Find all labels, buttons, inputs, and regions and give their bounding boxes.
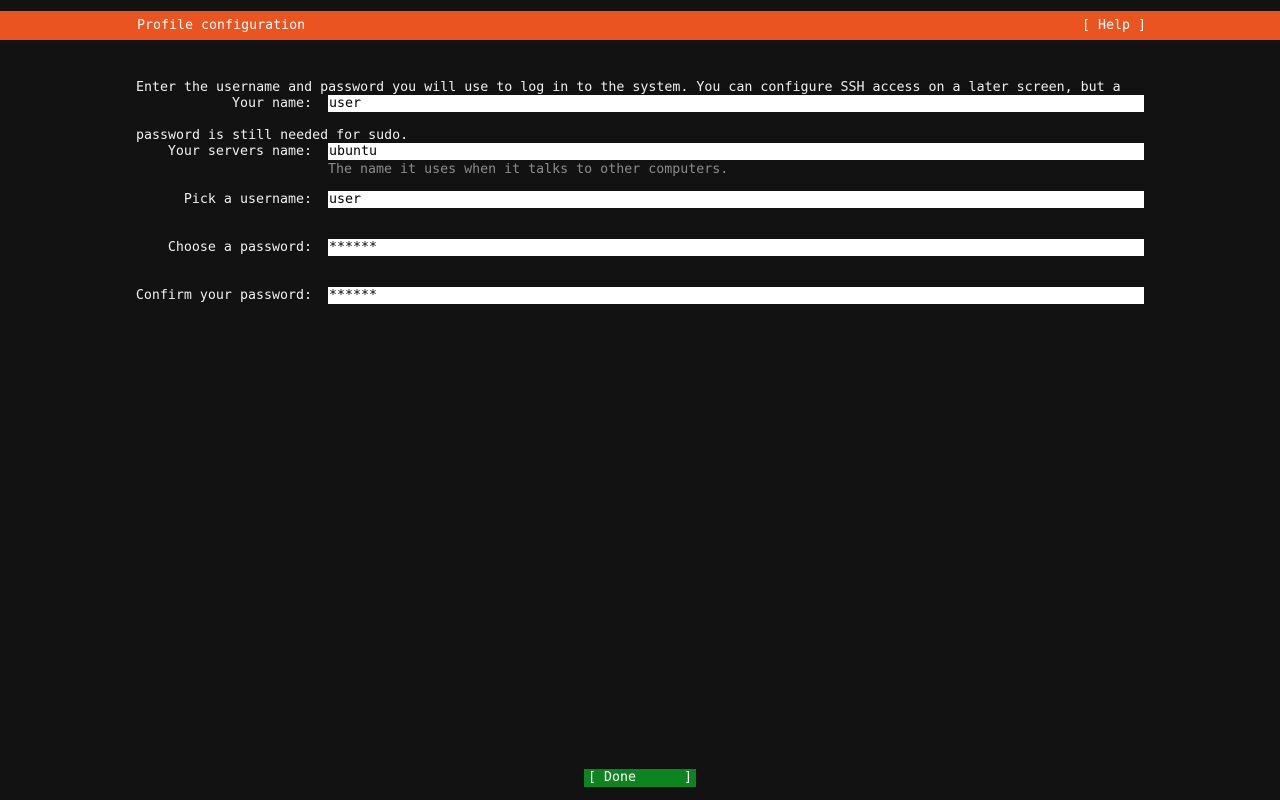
confirm-password-field[interactable] xyxy=(328,287,1144,304)
form-row-name xyxy=(0,95,1280,112)
confirm-password-label: Confirm your password: xyxy=(135,288,312,303)
done-button-label: [ Done xyxy=(588,770,637,785)
done-button-bracket: ] xyxy=(683,770,692,785)
form-row-hostname xyxy=(0,143,1280,160)
help-button[interactable]: [ Help ] xyxy=(1081,18,1146,33)
username-label: Pick a username: xyxy=(183,192,312,207)
name-field[interactable] xyxy=(328,95,1144,112)
hostname-field[interactable] xyxy=(328,143,1144,160)
intro-line-1: Enter the username and password you will use to log in to the system. You can configure SSH access on a later screen, but a xyxy=(136,80,1121,95)
done-button[interactable] xyxy=(584,769,696,787)
username-field[interactable] xyxy=(328,191,1144,208)
form-row-password xyxy=(0,239,1280,256)
password-field[interactable] xyxy=(328,239,1144,256)
name-label: Your name: xyxy=(231,96,312,111)
page-title: Profile configuration xyxy=(137,18,306,33)
intro-line-2: password is still needed for sudo. xyxy=(136,128,409,143)
hostname-label: Your servers name: xyxy=(167,144,312,159)
header-bar xyxy=(0,11,1280,40)
password-label: Choose a password: xyxy=(167,240,312,255)
form-row-username xyxy=(0,191,1280,208)
form-row-confirm-password xyxy=(0,287,1280,304)
hostname-help-text: The name it uses when it talks to other computers. xyxy=(328,162,729,177)
